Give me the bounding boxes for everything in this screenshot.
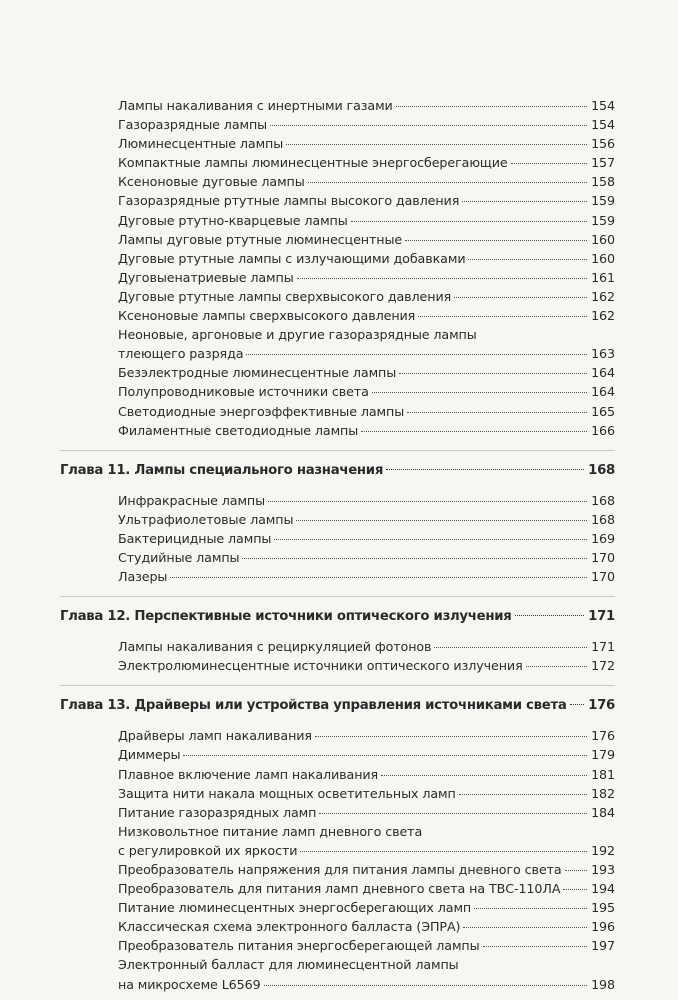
toc-entry-page-number: 172: [591, 658, 615, 674]
toc-entry: [118, 191, 615, 210]
toc-entry-title: Полупроводниковые источники света: [118, 384, 369, 400]
toc-entry-row: [118, 344, 615, 363]
toc-entry-page-number: 165: [591, 403, 615, 419]
spacer: [0, 451, 678, 461]
toc-entry-title: на микросхеме L6569: [118, 976, 261, 992]
toc-entry-title: Питание люминесцентных энергосберегающих ламп: [118, 900, 472, 916]
toc-entry: [118, 363, 615, 382]
toc-entry-row: [118, 975, 615, 994]
toc-entry: [118, 567, 615, 586]
toc-entry-title: Ксеноновые лампы сверхвысокого давления: [118, 308, 416, 324]
toc-entry-page-number: 182: [591, 785, 615, 801]
toc-entry-page-number: 159: [591, 193, 615, 209]
dot-leader: [399, 373, 587, 374]
toc-entry-title: Защита нити накала мощных осветительных ламп: [118, 785, 456, 801]
dot-leader: [183, 755, 587, 756]
dot-leader: [270, 125, 587, 126]
toc-entry: [118, 211, 615, 230]
chapter-page-number: 171: [588, 609, 615, 625]
toc-entry-row: [118, 172, 615, 191]
toc-entry-title: Студийные лампы: [118, 549, 240, 565]
toc-entry-row: [118, 936, 615, 955]
toc-entry-row: [118, 268, 615, 287]
toc-entry-page-number: 164: [591, 365, 615, 381]
dot-leader: [459, 794, 587, 795]
toc-entry-page-number: 159: [591, 212, 615, 228]
toc-entry: [118, 172, 615, 191]
toc-entry-row: [60, 696, 615, 716]
dot-leader: [462, 201, 587, 202]
spacer: [0, 686, 678, 696]
dot-leader: [418, 316, 587, 317]
dot-leader: [286, 144, 587, 145]
toc-entry: [118, 917, 615, 936]
toc-entry-page-number: 176: [591, 728, 615, 744]
dot-leader: [468, 259, 587, 260]
toc-entry-row: [118, 134, 615, 153]
toc-entry-title-line1: Низковольтное питание ламп дневного света: [118, 823, 423, 839]
toc-entry-row: [118, 421, 615, 440]
toc-entry-page-number: 169: [591, 530, 615, 546]
toc-entry: [118, 421, 615, 440]
toc-entry-row: [118, 491, 615, 510]
toc-entry-title: Питание газоразрядных ламп: [118, 804, 317, 820]
toc-entry-title: Дуговые ртутно-кварцевые лампы: [118, 212, 348, 228]
toc-entry: [118, 860, 615, 879]
toc-entry-title: с регулировкой их яркости: [118, 842, 298, 858]
dot-leader: [246, 354, 587, 355]
toc-entry-page-number: 184: [591, 804, 615, 820]
toc-entry-page-number: 164: [591, 384, 615, 400]
toc-entry-title: Преобразователь напряжения для питания лампы дневного света: [118, 862, 562, 877]
toc-entry: [118, 726, 615, 745]
toc-entry-page-number: 157: [591, 155, 615, 171]
chapter-heading: [60, 696, 615, 716]
dot-leader: [454, 297, 587, 298]
toc-entry-page-number: 170: [591, 549, 615, 565]
toc-entry-title: Газоразрядные ртутные лампы высокого давления: [118, 193, 460, 209]
toc-entry-row: [118, 860, 615, 879]
dot-leader: [296, 520, 587, 521]
toc-entry-title: Компактные лампы люминесцентные энергосберегающие: [118, 155, 508, 171]
spacer: [0, 440, 678, 450]
toc-entry-page-number: 198: [591, 976, 615, 992]
toc-entry-title: Лампы накаливания с рециркуляцией фотонов: [118, 639, 432, 655]
toc-entry: [118, 268, 615, 287]
toc-entry-row: [118, 382, 615, 401]
toc-entry-row: [118, 898, 615, 917]
dot-leader: [372, 392, 587, 393]
toc-entry-row: [118, 211, 615, 230]
toc-entry: [118, 765, 615, 784]
toc-entry: [118, 822, 615, 860]
toc-entry: [118, 936, 615, 955]
dot-leader: [264, 985, 587, 986]
dot-leader: [570, 704, 585, 705]
toc-entry-row: [118, 879, 615, 898]
toc-entry-page-number: 162: [591, 308, 615, 324]
toc-entry-title: Дуговыенатриевые лампы: [118, 269, 294, 285]
dot-leader: [297, 278, 587, 279]
toc-entry-row: [118, 115, 615, 134]
toc-entry-row: [118, 306, 615, 325]
toc-entry-row: [118, 96, 615, 115]
toc-entry-row: [118, 765, 615, 784]
dot-leader: [242, 558, 587, 559]
toc-entry-title-line1: Неоновые, аргоновые и другие газоразрядные лампы: [118, 327, 477, 343]
toc-entry-title: Инфракрасные лампы: [118, 492, 266, 508]
toc-entry: [118, 529, 615, 548]
spacer: [0, 597, 678, 607]
toc-entry-page-number: 181: [591, 766, 615, 782]
table-of-contents: [0, 96, 678, 994]
toc-entry-row: [118, 249, 615, 268]
dot-leader: [300, 851, 587, 852]
toc-entry-page-number: 158: [591, 174, 615, 190]
toc-entry-page-number: 168: [591, 511, 615, 527]
toc-entry: [118, 230, 615, 249]
toc-entry-page-number: 154: [591, 98, 615, 113]
toc-entry-title-line1: Электронный балласт для люминесцентной лампы: [118, 957, 459, 973]
toc-entry-page-number: 156: [591, 136, 615, 152]
toc-entry-title: Светодиодные энергоэффективные лампы: [118, 403, 405, 419]
toc-entry-title: Газоразрядные лампы: [118, 117, 268, 133]
toc-entry: [118, 879, 615, 898]
dot-leader: [396, 106, 587, 107]
toc-entry-page-number: 197: [591, 938, 615, 954]
toc-entry-title: Безэлектродные люминесцентные лампы: [118, 365, 397, 381]
toc-entry-title: Электролюминесцентные источники оптического излучения: [118, 658, 523, 674]
toc-entry-row: [118, 191, 615, 210]
dot-leader: [565, 870, 587, 871]
toc-entry-row: [118, 510, 615, 529]
toc-entry-title: тлеющего разряда: [118, 346, 244, 362]
toc-entry-row: [118, 287, 615, 306]
spacer: [0, 586, 678, 596]
toc-entry-title: Бактерицидные лампы: [118, 530, 272, 546]
toc-entry-title: Преобразователь для питания ламп дневного света на ТВС-110ЛА: [118, 881, 561, 897]
toc-entry-title: Люминесцентные лампы: [118, 136, 284, 152]
toc-entry: [118, 402, 615, 421]
toc-entry-title: Лазеры: [118, 569, 168, 585]
toc-entry-row: [118, 784, 615, 803]
toc-entry-title: Лампы дуговые ртутные люминесцентные: [118, 231, 403, 247]
toc-entry-row: [118, 567, 615, 586]
dot-leader: [474, 908, 587, 909]
toc-entry-page-number: 193: [591, 862, 615, 877]
toc-entry-page-number: 171: [591, 639, 615, 655]
toc-entry-page-number: 179: [591, 747, 615, 763]
toc-entry-page-number: 154: [591, 117, 615, 133]
dot-leader: [511, 163, 587, 164]
toc-entry: [118, 898, 615, 917]
dot-leader: [274, 539, 587, 540]
chapter-page-number: 176: [588, 698, 615, 714]
toc-entry-page-number: 170: [591, 569, 615, 585]
toc-entry-row: [118, 841, 615, 860]
toc-entry: [118, 548, 615, 567]
toc-entry-page-number: 162: [591, 288, 615, 304]
toc-entry-row: [118, 230, 615, 249]
spacer: [0, 481, 678, 491]
dot-leader: [170, 577, 587, 578]
toc-entry-page-number: 163: [591, 346, 615, 362]
dot-leader: [405, 240, 587, 241]
chapter-heading: [60, 461, 615, 481]
toc-entry: [118, 249, 615, 268]
toc-entry-title: Плавное включение ламп накаливания: [118, 766, 379, 782]
dot-leader: [315, 736, 587, 737]
toc-entry-page-number: 160: [591, 250, 615, 266]
toc-entry-page-number: 166: [591, 422, 615, 438]
toc-entry-row: [60, 607, 615, 627]
chapter-title: Глава 12. Перспективные источники оптического излучения: [60, 609, 512, 625]
chapter-title: Глава 13. Драйверы или устройства управления источниками света: [60, 698, 567, 714]
toc-entry: [118, 803, 615, 822]
toc-entry-title: Филаментные светодиодные лампы: [118, 422, 359, 438]
chapter-heading: [60, 607, 615, 627]
toc-entry-page-number: 196: [591, 919, 615, 935]
toc-entry-title: Ксеноновые дуговые лампы: [118, 174, 305, 190]
toc-entry-page-number: 195: [591, 900, 615, 916]
toc-entry-page-number: 160: [591, 231, 615, 247]
dot-leader: [319, 813, 587, 814]
toc-entry: [118, 325, 615, 363]
toc-entry-page-number: 192: [591, 842, 615, 858]
toc-entry-row: [118, 153, 615, 172]
toc-entry-row: [118, 917, 615, 936]
toc-entry-title: Драйверы ламп накаливания: [118, 728, 312, 744]
toc-entry: [118, 115, 615, 134]
toc-entry-row: [118, 726, 615, 745]
dot-leader: [407, 412, 587, 413]
toc-entry-title: Лампы накаливания с инертными газами: [118, 98, 393, 113]
toc-entry: [118, 287, 615, 306]
toc-entry-title: Классическая схема электронного балласта (ЭПРА): [118, 919, 461, 935]
toc-entry-row: [118, 803, 615, 822]
dot-leader: [381, 775, 587, 776]
toc-entry-title: Ультрафиолетовые лампы: [118, 511, 294, 527]
dot-leader: [351, 221, 587, 222]
toc-entry-page-number: 161: [591, 269, 615, 285]
toc-entry-row: [118, 363, 615, 382]
toc-entry: [118, 382, 615, 401]
toc-entry-page-number: 168: [591, 492, 615, 508]
dot-leader: [463, 927, 587, 928]
toc-entry-title: Дуговые ртутные лампы с излучающими добавками: [118, 250, 466, 266]
spacer: [0, 675, 678, 685]
toc-entry: [118, 96, 615, 115]
toc-entry-page-number: 194: [591, 881, 615, 897]
dot-leader: [526, 666, 587, 667]
spacer: [0, 627, 678, 637]
toc-entry-row: [118, 745, 615, 764]
toc-entry: [118, 745, 615, 764]
toc-entry: [118, 656, 615, 675]
toc-entry-row: [118, 656, 615, 675]
toc-entry: [118, 306, 615, 325]
dot-leader: [308, 182, 587, 183]
dot-leader: [268, 501, 587, 502]
dot-leader: [515, 615, 585, 616]
toc-entry-title: Преобразователь питания энергосберегающей лампы: [118, 938, 480, 954]
toc-entry: [118, 510, 615, 529]
toc-entry: [118, 134, 615, 153]
toc-entry: [118, 637, 615, 656]
toc-entry: [118, 491, 615, 510]
chapter-page-number: 168: [588, 462, 615, 478]
dot-leader: [386, 469, 584, 470]
toc-entry: [118, 784, 615, 803]
toc-entry-title: Дуговые ртутные лампы сверхвысокого давления: [118, 288, 452, 304]
toc-entry: [118, 153, 615, 172]
dot-leader: [483, 946, 587, 947]
toc-entry-row: [118, 402, 615, 421]
toc-entry: [118, 955, 615, 993]
toc-entry-row: [118, 637, 615, 656]
dot-leader: [434, 647, 587, 648]
spacer: [0, 716, 678, 726]
chapter-title: Глава 11. Лампы специального назначения: [60, 462, 384, 478]
dot-leader: [361, 431, 587, 432]
dot-leader: [563, 889, 587, 890]
toc-entry-row: [118, 529, 615, 548]
toc-entry-title: Диммеры: [118, 747, 181, 763]
toc-entry-row: [118, 548, 615, 567]
toc-entry-row: [60, 461, 615, 481]
